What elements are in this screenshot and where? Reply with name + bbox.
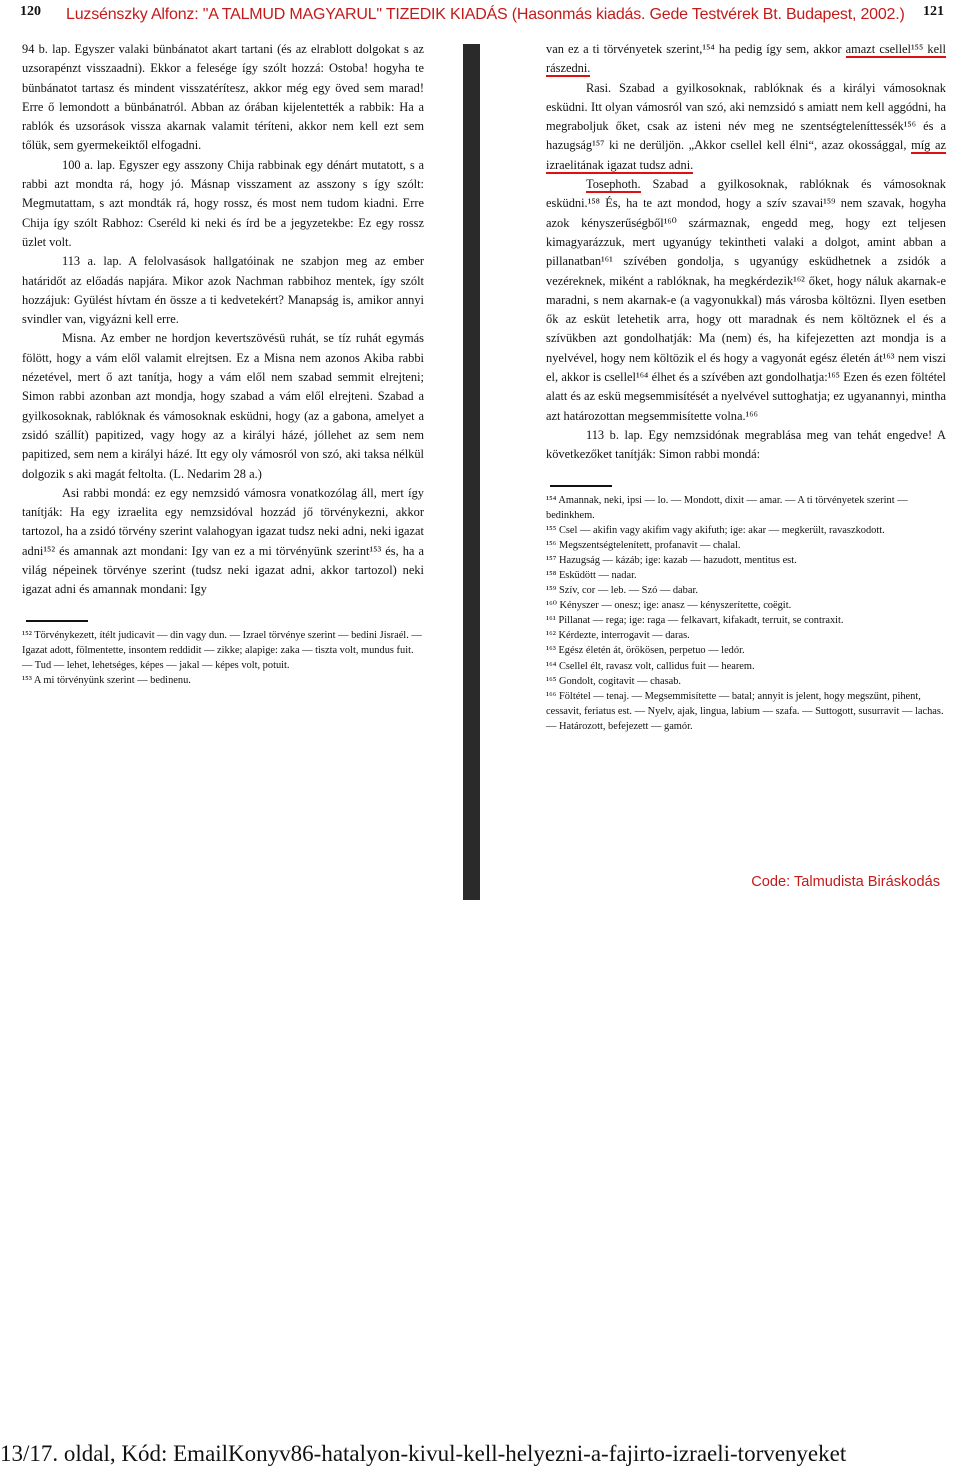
paragraph-113a: 113 a. lap. A felolvasások hallgatóinak ne szabjon meg az ember határidőt az előadás napjára. Mikor azok Nachman rabbihoz mentek, így szólt hozzájuk: Gyülést hívtam én össze a ti kedvetekért? Manapság is, amikor annyi svindler van, vigyázni kell erre. bbox=[22, 254, 424, 327]
footnote-165: ¹⁶⁵ Gondolt, cogitavit — chasab. bbox=[546, 675, 682, 687]
paragraph-113b: 113 b. lap. Egy nemzsidónak megrablása meg van tehát engedve! A következőket tanítják: Simon rabbi mondá: bbox=[546, 427, 946, 462]
paragraph-100a: 100 a. lap. Egyszer egy asszony Chija rabbinak egy dénárt mutatott, s a rabbi azt mondta rá, hogy jó. Másnap visszament az asszony s így szólt: Megmutattam, s azt mondták rá, hogy rossz, és most nem tudom kiadni. Erre Chija így szólt Rabhoz: Cseréld ki neki és írd be a jegyzetekbe: Ez egy rossz üzlet volt. bbox=[22, 157, 424, 249]
footnote-163: ¹⁶³ Egész életén át, örökösen, perpetuo — ledór. bbox=[546, 645, 745, 657]
rasi-text: Rasi. Szabad a gyilkosoknak, rablóknak és a királyi vámosoknak esküdni. Itt olyan vámosról van szó, aki nemzsidó s amiatt nem kell aggódni, ha megraboljuk őket, csak az isteni név meg ne szentségteleníttessék¹⁵⁶ és a hazugság¹⁵⁷ ki ne derüljön. „Akkor csellel kell élni“, azaz okossággal, bbox=[546, 80, 946, 153]
right-page-number: 121 bbox=[923, 4, 944, 19]
footnote-158: ¹⁵⁸ Esküdött — nadar. bbox=[546, 570, 637, 581]
left-page-column bbox=[22, 40, 424, 688]
paragraph-continuation bbox=[546, 40, 946, 79]
right-page-column bbox=[546, 40, 946, 734]
left-page-number: 120 bbox=[20, 4, 41, 19]
footnote-155: ¹⁵⁵ Csel — akifin vagy akifim vagy akifuth; ige: akar — megkerült, ravaszkodott. bbox=[546, 524, 885, 536]
edition-banner: Luzsénszky Alfonz: "A TALMUD MAGYARUL" TIZEDIK KIADÁS (Hasonmás kiadás. Gede Testvérek Bt. Budapest, 2002.) bbox=[66, 6, 905, 23]
footnote-divider bbox=[26, 620, 88, 622]
footnote-153: ¹⁵³ A mi törvényünk szerint — bedinenu. bbox=[22, 674, 191, 686]
footnote-159: ¹⁵⁹ Szív, cor — leb. — Szó — dabar. bbox=[546, 585, 698, 597]
paragraph-94b: 94 b. lap. Egyszer valaki bünbánatot akart tartani (és az elrablott dolgokat s az uzsorapénzt visszaadni). Ekkor a felesége így szólt hozzá: Ostoba! hogyha te bünbánatot tartasz és mindent visszatérítesz, akkor még egy öved sem marad! Erre ő lemondott a bünbánatról. Abban az órában kijelentették a rabbik: Ha a rablók és uzsorások vissza akarnak valamit téríteni, akkor nem kell ezt sem tőlük, sem gyermekeiktől elfogadni. bbox=[22, 42, 424, 153]
footnote-156: ¹⁵⁶ Megszentségtelenített, profanavit — chalal. bbox=[546, 539, 741, 551]
footnote-164: ¹⁶⁴ Csellel élt, ravasz volt, callidus fuit — hearem. bbox=[546, 660, 755, 672]
footnote-166: ¹⁶⁶ Föltétel — tenaj. — Megsemmisítette — batal; annyit is jelent, hogy megszűnt, pihent, cessavit, feriatus est. — Nyelv, ajak, lingua, labium — szafa. — Suttogott, susurravit — lachas. — Határozott, befejezett — gamór. bbox=[546, 690, 944, 732]
page-footer: 13/17. oldal, Kód: EmailKonyv86-hatalyon-kivul-kell-helyezni-a-fajirto-izraeli-torvenyeket bbox=[0, 1441, 847, 1466]
footnote-160: ¹⁶⁰ Kényszer — onesz; ige: anasz — kényszerítette, coëgit. bbox=[546, 600, 792, 612]
paragraph-tosephoth bbox=[546, 175, 946, 426]
tosephoth-text: Szabad a gyilkosoknak, rablóknak és vámosoknak esküdni.¹⁵⁸ És, ha te azt mondod, hogy a szív szavai¹⁵⁹ nem szavak, hogyha azok kényszerűségből¹⁶⁰ származnak, engedd meg, hogy ezt teljesen kimagyarázzuk, mert ugyanúgy tekintheti valaki a dolgot, amint abban a pillanatban¹⁶¹ szívében gondolja, s ugyanúgy esküdhetnek a zsidók a vezéreknek, miként a rablóknak, ha megkérdezik¹⁶² őket, hogy náluk akarnak-e maradni, s nem akarnak-e (a vagyonukkal) más városba költözni. Ilyen esetben ők az esküt letehetik arra, hogy ott maradnak és nem költöznek el és a szívükben azt gondolhatják: Ma (nem) és, ha kifejezetten azt mondja is a nyelvével, hogy nem költözik el és hogy a vagyonát egész életén át¹⁶³ nem viszi el, akkor is csellel¹⁶⁴ élhet és a szívében azt gondolhatja:¹⁶⁵ Ezen és ezen föltétel alatt és az eskü megsemmisítését a nyelvével suttoghatja; ez ugyanannyi, mintha azt határozottan megsemmisítette volna.¹⁶⁶ bbox=[546, 177, 946, 423]
highlighted-text: Tosephoth. bbox=[586, 177, 641, 192]
footnote-157: ¹⁵⁷ Hazugság — kázáb; ige: kazab — hazudott, mentitus est. bbox=[546, 554, 797, 566]
highlighted-text: amazt csellel¹⁵⁵ kell rászedni. bbox=[546, 42, 946, 76]
footnote-divider bbox=[550, 485, 612, 487]
source-code-stamp: Code: Talmudista Biráskodás bbox=[751, 874, 940, 890]
highlighted-text: míg az izraelitának igazat tudsz adni. bbox=[546, 138, 946, 172]
footnote-161: ¹⁶¹ Pillanat — rega; ige: raga — felkavart, kifakadt, terruit, se contraxit. bbox=[546, 615, 844, 627]
footnote-152: ¹⁵² Törvénykezett, ítélt judicavit — din vagy dun. — Izrael törvénye szerint — bedini Jisraél. — Igazat adott, fölmentette, insontem reddidit — zikke; alapige: zaka — tiszta volt, mundus fuit. — Tud — lehet, lehetséges, képes — jakal — képes volt, potuit. bbox=[22, 629, 422, 671]
footnote-162: ¹⁶² Kérdezte, interrogavit — daras. bbox=[546, 630, 690, 642]
paragraph-misna: Misna. Az ember ne hordjon kevertszövésü ruhát, se tíz ruhát egymás fölött, hogy a vám elől valamit elrejtsen. Ez a Misna nem azonos Akiba rabbi nézetével, mert ő azt tanítja, hogy a vám elől nem szabad semmit elrejteni; Simon rabbi azonban azt mondja, hogy szabad a vám elől elrejteni. Szabad a gyilkosoknak, rablóknak és vámosoknak esküdni, hogy (az a gabona, amelyet a zsidó szállít) papitized, vagy hogy az a királyi házé, jóllehet az sem nem papitized, sem nem a királyi házé. Itt egy oly vámosról von szó, aki taksa nélkül dolgozik s aki magát feltolta. (L. Nedarim 28 a.) bbox=[22, 331, 424, 481]
continuation-text: van ez a ti törvényetek szerint,¹⁵⁴ ha pedig így sem, akkor bbox=[546, 42, 846, 56]
book-gutter bbox=[463, 44, 480, 900]
paragraph-asi-rabbi: Asi rabbi mondá: ez egy nemzsidó vámosra vonatkozólag áll, mert így tanítják: Ha egy izraelita egy nemzsidóval hozzád jő törvénykezni, akkor tartozol, ha a zsidó törvény szerint valahogyan igazat tudsz neki adni, neki igazat adni¹⁵² és amannak azt mondani: Igy van ez a mi törvényünk szerint¹⁵³ és, ha a világ népeinek törvénye szerint (tudsz neki igazat adni, akkor tartozol) neki igazat adni és amannak mondani: Igy bbox=[22, 485, 424, 597]
paragraph-rasi bbox=[546, 79, 946, 175]
footnote-154: ¹⁵⁴ Amannak, neki, ipsi — lo. — Mondott, dixit — amar. — A ti törvényetek szerint — bedinkhem. bbox=[546, 494, 908, 521]
